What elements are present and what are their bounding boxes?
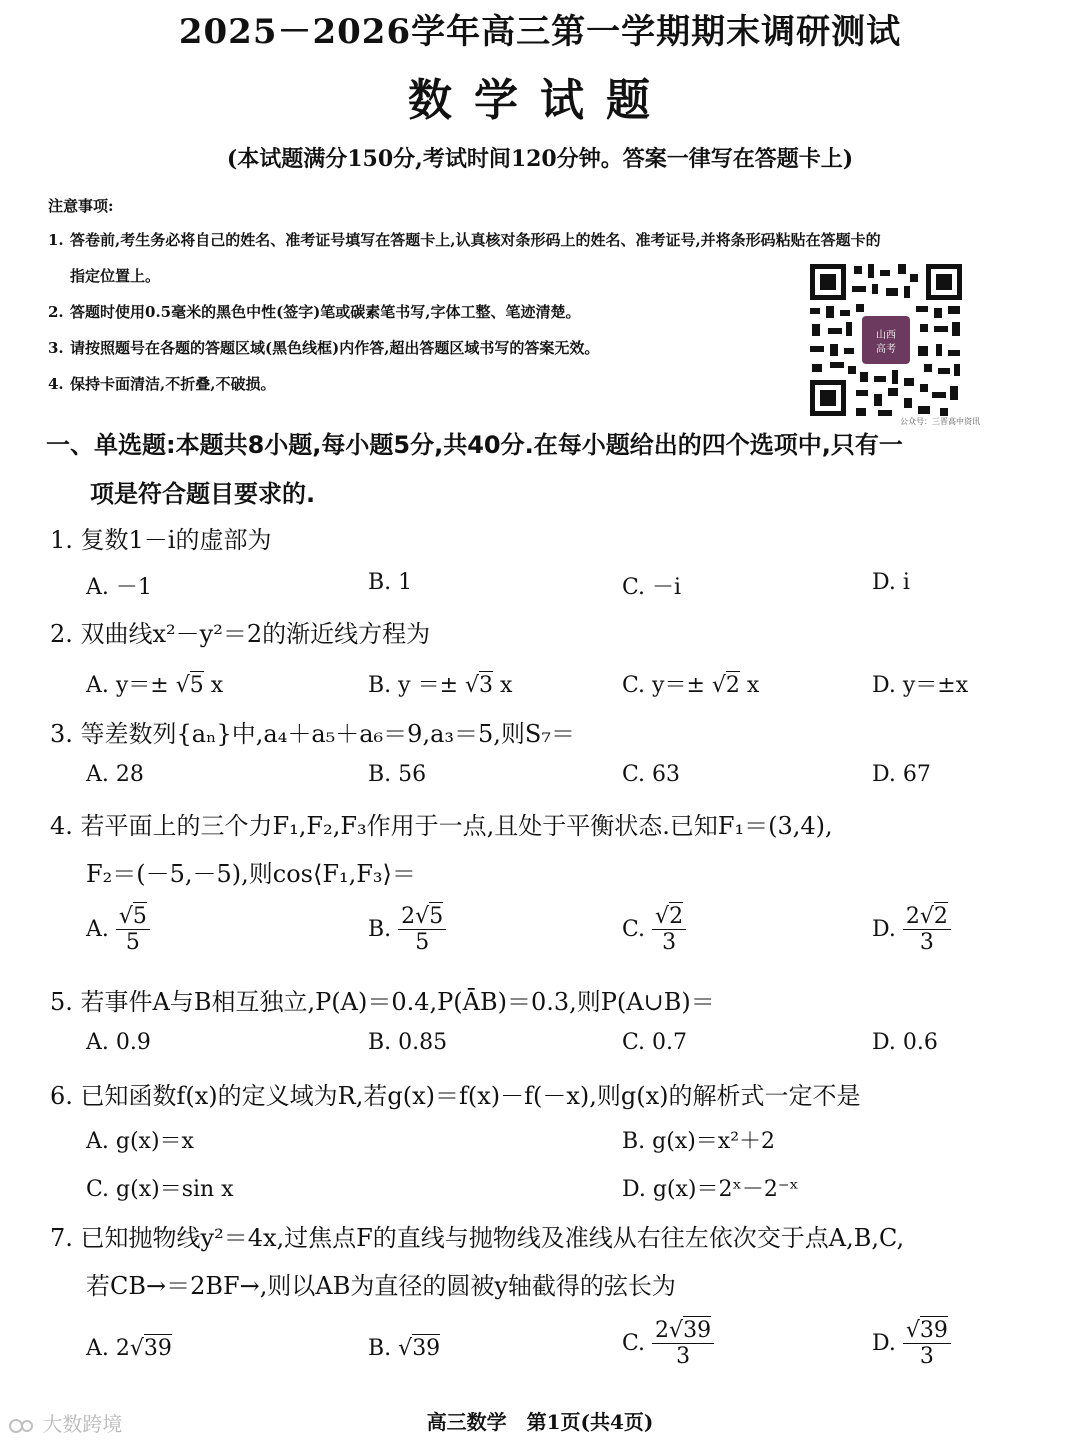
qr-center-label-1: 山西 xyxy=(876,330,896,341)
notice-item-3 xyxy=(48,336,599,360)
option-prefix: B. xyxy=(368,1336,392,1361)
question-4-stem-line1: 4. 若平面上的三个力F₁,F₂,F₃作用于一点,且处于平衡状态.已知F₁＝(3,4), xyxy=(50,812,833,840)
option-label: C. xyxy=(622,916,646,942)
fraction: $\frac{√2}{3}$ xyxy=(652,904,686,956)
section-heading-line2: 项是符合题目要求的. xyxy=(90,480,316,508)
question-3-stem: 3. 等差数列{aₙ}中,a₄＋a₅＋a₆＝9,a₃＝5,则S₇＝ xyxy=(50,720,575,748)
option-suffix: x xyxy=(500,673,513,698)
qr-caption: 公众号：三晋高中资讯 xyxy=(900,417,980,426)
option-label: D. xyxy=(872,1330,896,1356)
q6-option-c: C. g(x)＝sin x xyxy=(86,1177,234,1202)
notice-number: 1. xyxy=(48,231,64,249)
q7-option-d xyxy=(872,1318,951,1370)
option-suffix: x xyxy=(210,673,224,698)
notice-text: 答卷前,考生务必将自己的姓名、准考证号填写在答题卡上,认真核对条形码上的姓名、准考证号,并将条形码粘贴在答题卡的 xyxy=(70,231,881,249)
q2-option-b: B. y ＝± √3 x xyxy=(368,673,513,698)
exam-info: (本试题满分150分,考试时间120分钟。答案一律写在答题卡上) xyxy=(226,146,854,172)
q5-option-c: C. 0.7 xyxy=(622,1030,688,1055)
notice-number: 2. xyxy=(48,303,64,321)
radicand: 3 xyxy=(479,673,494,698)
fraction: $\frac{2√2}{3}$ xyxy=(903,904,951,956)
watermark-text: 大数跨境 xyxy=(42,1412,123,1436)
question-5-stem: 5. 若事件A与B相互独立,P(A)＝0.4,P(ĀB)＝0.3,则P(A∪B)＝ xyxy=(50,988,715,1016)
page-footer: 高三数学 第1页(共4页) xyxy=(426,1410,654,1434)
option-label: D. xyxy=(872,916,896,942)
watermark-logo-icon xyxy=(8,1416,36,1436)
question-4-stem-line2: F₂＝(－5,－5),则cos⟨F₁,F₃⟩＝ xyxy=(86,860,416,888)
question-2-stem: 2. 双曲线x²－y²＝2的渐近线方程为 xyxy=(50,620,431,648)
qr-code-icon[interactable] xyxy=(806,260,966,420)
q3-option-c: C. 63 xyxy=(622,762,681,787)
notice-number: 3. xyxy=(48,339,64,357)
notice-number: 4. xyxy=(48,375,64,393)
fraction: $\frac{2√39}{3}$ xyxy=(652,1318,714,1370)
q4-option-b xyxy=(368,904,446,956)
notice-item-2 xyxy=(48,300,581,324)
watermark xyxy=(8,1408,122,1437)
notice-text: 答题时使用0.5毫米的黑色中性(签字)笔或碳素笔书写,字体工整、笔迹清楚。 xyxy=(70,303,581,321)
notice-text: 保持卡面清洁,不折叠,不破损。 xyxy=(70,375,276,393)
fraction: $\frac{√39}{3}$ xyxy=(903,1318,951,1370)
q7-option-a: A. 2√39 xyxy=(86,1336,172,1361)
radicand: 39 xyxy=(143,1336,172,1361)
notice-item-1-cont: 指定位置上。 xyxy=(70,267,161,285)
q7-option-b: B. √39 xyxy=(368,1336,441,1361)
q7-option-c xyxy=(622,1318,714,1370)
q4-option-a xyxy=(86,904,150,956)
q6-option-b: B. g(x)＝x²＋2 xyxy=(622,1129,776,1154)
option-prefix: C. y＝± xyxy=(622,673,705,698)
notice-item-4 xyxy=(48,372,275,396)
subject-title: 数学试题 xyxy=(408,75,672,126)
qr-center-label-2: 高考 xyxy=(876,344,896,355)
exam-title: 2025－2026学年高三第一学期期末调研测试 xyxy=(178,12,902,52)
fraction: $\frac{√5}{5}$ xyxy=(116,904,150,956)
question-1-stem: 1. 复数1－i的虚部为 xyxy=(50,526,272,554)
q2-option-d: D. y＝±x xyxy=(872,673,969,698)
notice-item-1 xyxy=(48,228,1038,252)
radicand: 39 xyxy=(412,1336,441,1361)
radicand: 5 xyxy=(189,673,204,698)
q1-option-b: B. 1 xyxy=(368,570,413,595)
option-prefix: A. y＝± xyxy=(86,673,169,698)
option-prefix: A. 2 xyxy=(86,1336,130,1361)
section-heading-line1: 一、单选题:本题共8小题,每小题5分,共40分.在每小题给出的四个选项中,只有一 xyxy=(46,431,903,459)
option-suffix: x xyxy=(746,673,760,698)
q2-option-c: C. y＝± √2 x xyxy=(622,673,760,698)
q4-option-d xyxy=(872,904,951,956)
q6-option-a: A. g(x)＝x xyxy=(86,1129,194,1154)
question-7-stem-line1: 7. 已知抛物线y²＝4x,过焦点F的直线与抛物线及准线从右往左依次交于点A,B,C, xyxy=(50,1224,905,1252)
option-label: A. xyxy=(86,916,109,942)
q5-option-a: A. 0.9 xyxy=(86,1030,151,1055)
notice-heading: 注意事项: xyxy=(48,197,114,215)
option-label: B. xyxy=(368,916,392,942)
q6-option-d: D. g(x)＝2ˣ－2⁻ˣ xyxy=(622,1177,799,1202)
option-label: C. xyxy=(622,1330,646,1356)
q1-option-c: C. －i xyxy=(622,575,682,600)
q3-option-b: B. 56 xyxy=(368,762,427,787)
q3-option-a: A. 28 xyxy=(86,762,144,787)
radicand: 2 xyxy=(725,673,740,698)
q4-option-c xyxy=(622,904,686,956)
fraction: $\frac{2√5}{5}$ xyxy=(398,904,446,956)
q1-option-d: D. i xyxy=(872,570,910,595)
q1-option-a: A. －1 xyxy=(86,575,152,600)
option-prefix: B. y ＝± xyxy=(368,673,459,698)
q2-option-a: A. y＝± √5 x xyxy=(86,673,224,698)
question-6-stem: 6. 已知函数f(x)的定义域为R,若g(x)＝f(x)－f(－x),则g(x)的解析式一定不是 xyxy=(50,1082,861,1110)
q5-option-b: B. 0.85 xyxy=(368,1030,448,1055)
q3-option-d: D. 67 xyxy=(872,762,931,787)
notice-text: 请按照题号在各题的答题区域(黑色线框)内作答,超出答题区域书写的答案无效。 xyxy=(70,339,600,357)
question-7-stem-line2: 若CB→＝2BF→,则以AB为直径的圆被y轴截得的弦长为 xyxy=(86,1272,676,1300)
q5-option-d: D. 0.6 xyxy=(872,1030,938,1055)
